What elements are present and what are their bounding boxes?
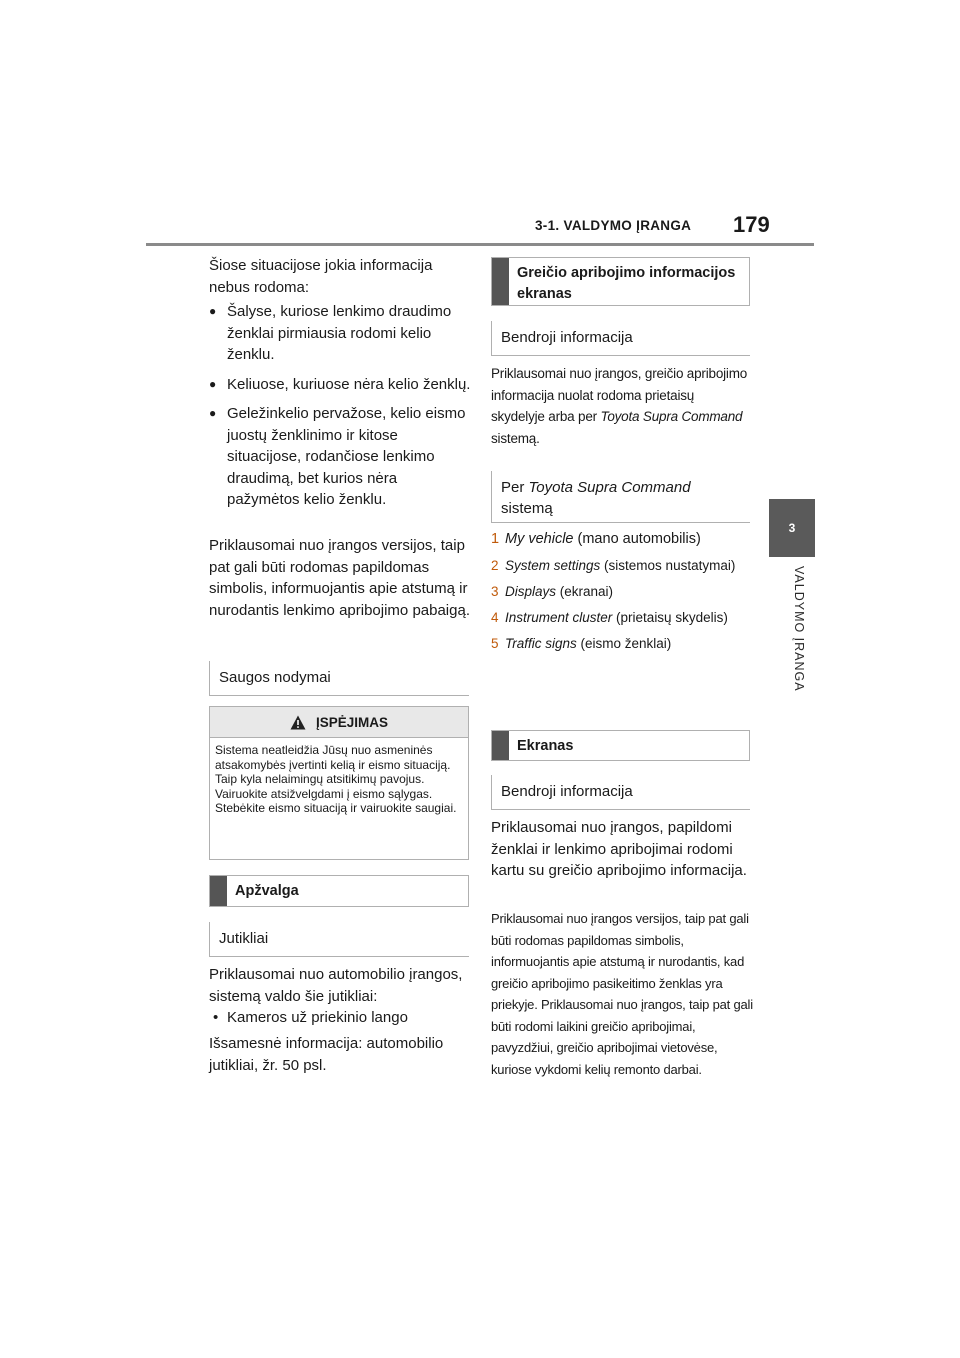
sensors-heading: Jutikliai [209,922,469,957]
warning-title [210,707,468,738]
overview-heading-box [209,875,469,907]
left-intro: Šiose situacijose jokia informacija nebus rodoma: [209,257,433,296]
step-number: 1 [491,531,500,547]
heading-block [210,876,227,906]
chapter-side-label: VALDYMO ĮRANGA [792,566,806,692]
list-item [491,633,753,654]
safety-heading: Saugos nodymai [209,661,469,696]
step-number: 4 [491,610,499,625]
general-info-heading: Bendroji informacija [491,321,750,356]
display-text-2: Priklausomai nuo įrangos versijos, taip pat gali būti rodomas papildomas simbolis, informuojantis apie atstumą ir nurodantis, kad greičio apribojimo pasikeitimo ženklas yra priekyje. Priklausomai nuo įrangos, taip pat gali būti rodomi laikini greičio apribojimai, pavyzdžiui, greičio apribojimai vietovėse, kuriose vykdomi kelių remonto darbai. [491,911,753,1077]
list-item: ● Keliuose, kuriuose nėra kelio ženklų. [209,374,471,396]
step-menu: Displays [505,584,557,599]
header-rule [146,243,814,246]
display-heading: Ekranas [517,738,574,754]
left-paragraph-2: Priklausomai nuo įrangos versijos, taip pat gali būti rodomas papildomas simbolis, informuojantis apie atstumą ir nurodantis lenkimo apribojimo pabaigą. [209,537,470,619]
general-info-heading-2: Bendroji informacija [491,775,750,810]
step-desc: (mano automobilis) [573,531,701,547]
general-info-text-end: sistemą. [491,430,540,446]
list-item: ● Šalyse, kuriose lenkimo draudimo ženklai pirmiausia rodomi kelio ženklu. [209,301,471,366]
step-desc: (sistemos nustatymai) [600,558,736,573]
steps-list [491,529,753,654]
page-number: 179 [733,212,770,237]
via-command-product: Toyota Supra Command [528,479,691,496]
step-desc: (eismo ženklai) [576,636,672,651]
general-info-text [491,363,751,449]
warning-title-text: ĮSPĖJIMAS [315,714,389,730]
sensors-text: Priklausomai nuo automobilio įrangos, sistemą valdo šie jutikliai: [209,966,463,1005]
heading-block [492,258,509,305]
warning-icon [290,715,306,730]
speed-info-heading: Greičio apribojimo informacijos ekranas [517,265,736,302]
step-menu: Traffic signs [505,636,577,651]
step-number: 5 [491,636,499,651]
via-command-prefix: Per [501,479,529,496]
list-item [491,529,753,550]
step-menu: Instrument cluster [505,610,613,625]
chapter-tab-number: 3 [788,521,796,535]
general-info-text-start: Priklausomai nuo įrangos, greičio apribojimo informacija nuolat rodoma prietaisų skydelyje arba per [491,366,748,424]
left-bullet-list [209,301,471,519]
step-number: 2 [491,558,499,573]
via-command-suffix: sistemą [501,500,553,517]
sensors-list [209,1007,471,1029]
list-item [491,555,753,576]
step-desc: (ekranai) [556,584,614,599]
warning-box [209,706,469,860]
step-menu: My vehicle [505,531,574,547]
list-item [491,581,753,602]
more-info: Išsamesnė informacija: automobilio jutikliai, žr. 50 psl. [209,1035,444,1074]
speed-info-heading-box [491,257,750,306]
step-number: 3 [491,584,499,599]
heading-block [492,731,509,760]
via-command-heading [491,471,750,523]
list-item: • Kameros už priekinio lango [209,1007,471,1029]
warning-text: Sistema neatleidžia Jūsų nuo asmeninės atsakomybės įvertinti kelią ir eismo situaciją. Taip kyla nelaimingų atsitikimų pavojus. Vairuokite atsižvelgdami į eismo sąlygas. Stebėkite eismo situaciją ir vairuokite saugiai. [215,743,457,815]
display-text: Priklausomai nuo įrangos, papildomi ženklai ir lenkimo apribojimai rodomi kartu su greičio apribojimo informacija. [491,819,747,879]
list-item: ● Geležinkelio pervažose, kelio eismo juostų ženklinimo ir kitose situacijose, rodančiose lenkimo draudimą, bet kurios nėra pažymėtos kelio ženklu. [209,403,471,511]
product-name: Toyota Supra Command [600,409,743,424]
step-desc: (prietaisų skydelis) [612,610,728,625]
overview-heading: Apžvalga [235,883,299,899]
list-item [491,607,753,628]
chapter-tab [769,499,815,557]
display-heading-box [491,730,750,761]
section-title: 3-1. VALDYMO ĮRANGA [535,218,692,233]
step-menu: System settings [505,558,601,573]
